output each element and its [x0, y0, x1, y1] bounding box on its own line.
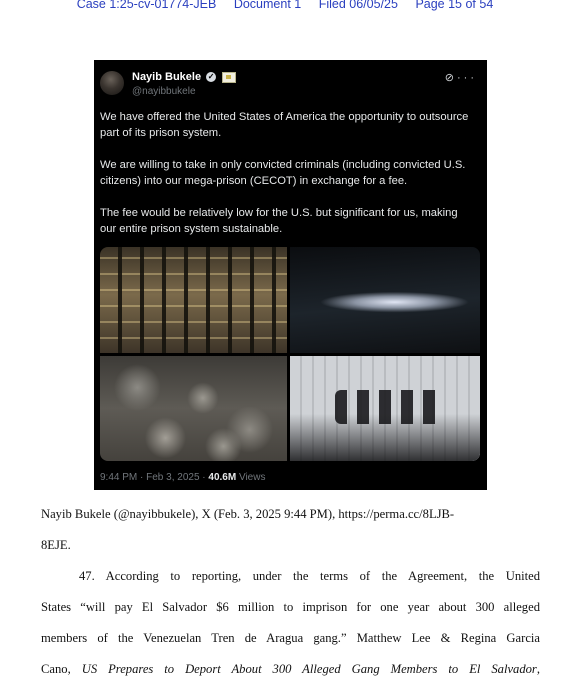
author-name: Nayib Bukele: [132, 71, 202, 83]
tweet-meta: [100, 472, 265, 483]
tweet-top-icons: [445, 71, 477, 84]
author-line: [132, 71, 236, 83]
inmates-seated-photo: [100, 356, 287, 461]
caption-line-1: Nayib Bukele (@nayibbukele), X (Feb. 3, 2025 9:44 PM), https://perma.cc/8LJB-: [41, 507, 455, 521]
prison-aerial-night-photo: [100, 247, 287, 353]
tweet-paragraph-3: The fee would be relatively low for the U.S. but significant for us, making our entire prison system sustainable.: [100, 207, 458, 235]
citation-punct: ,: [536, 662, 540, 676]
prison-complex-lights-photo: [290, 247, 480, 353]
document-number: Document 1: [233, 0, 302, 11]
case-number: Case 1:25-cv-01774-JEB: [76, 0, 217, 11]
views-count: 40.6M: [208, 472, 237, 483]
article-title: US Prepares to Deport About 300 Alleged Gang Members to El Salvador: [81, 662, 537, 676]
paragraph-47-line-1: 47. According to reporting, under the terms of the Agreement, the United: [79, 569, 540, 583]
citation-author: Cano,: [41, 662, 82, 676]
author-handle: @nayibbukele: [132, 86, 196, 97]
tweet-screenshot: [94, 60, 487, 490]
caption-line-2: 8EJE.: [41, 538, 71, 552]
verified-badge-icon: ✓: [207, 72, 215, 82]
flag-badge-icon: [222, 72, 236, 83]
views-label: Views: [236, 472, 266, 483]
tweet-photo-grid: [100, 247, 480, 461]
tweet-text: [100, 109, 470, 253]
paragraph-47-line-2: States “will pay El Salvador $6 million to imprison for one year about 300 alleged: [41, 600, 540, 614]
paragraph-47-line-4: [41, 662, 540, 677]
avatar: [100, 71, 124, 95]
tweet-timestamp: 9:44 PM · Feb 3, 2025 ·: [100, 472, 209, 483]
paragraph-47-line-3: members of the Venezuelan Tren de Aragua gang.” Matthew Lee & Regina Garcia: [41, 631, 540, 645]
tweet-paragraph-1: We have offered the United States of America the opportunity to outsource part of its prison system.: [100, 111, 469, 139]
grok-icon: ⊘: [444, 72, 457, 84]
guards-hall-photo: [290, 356, 480, 461]
case-header: [0, 0, 570, 11]
tweet-paragraph-2: We are willing to take in only convicted criminals (including convicted U.S. citizens) into our mega-prison (CECOT) in exchange for a fee.: [100, 159, 466, 187]
page-number: Page 15 of 54: [415, 0, 494, 11]
filed-date: Filed 06/05/25: [318, 0, 398, 11]
more-icon: ···: [457, 72, 477, 84]
